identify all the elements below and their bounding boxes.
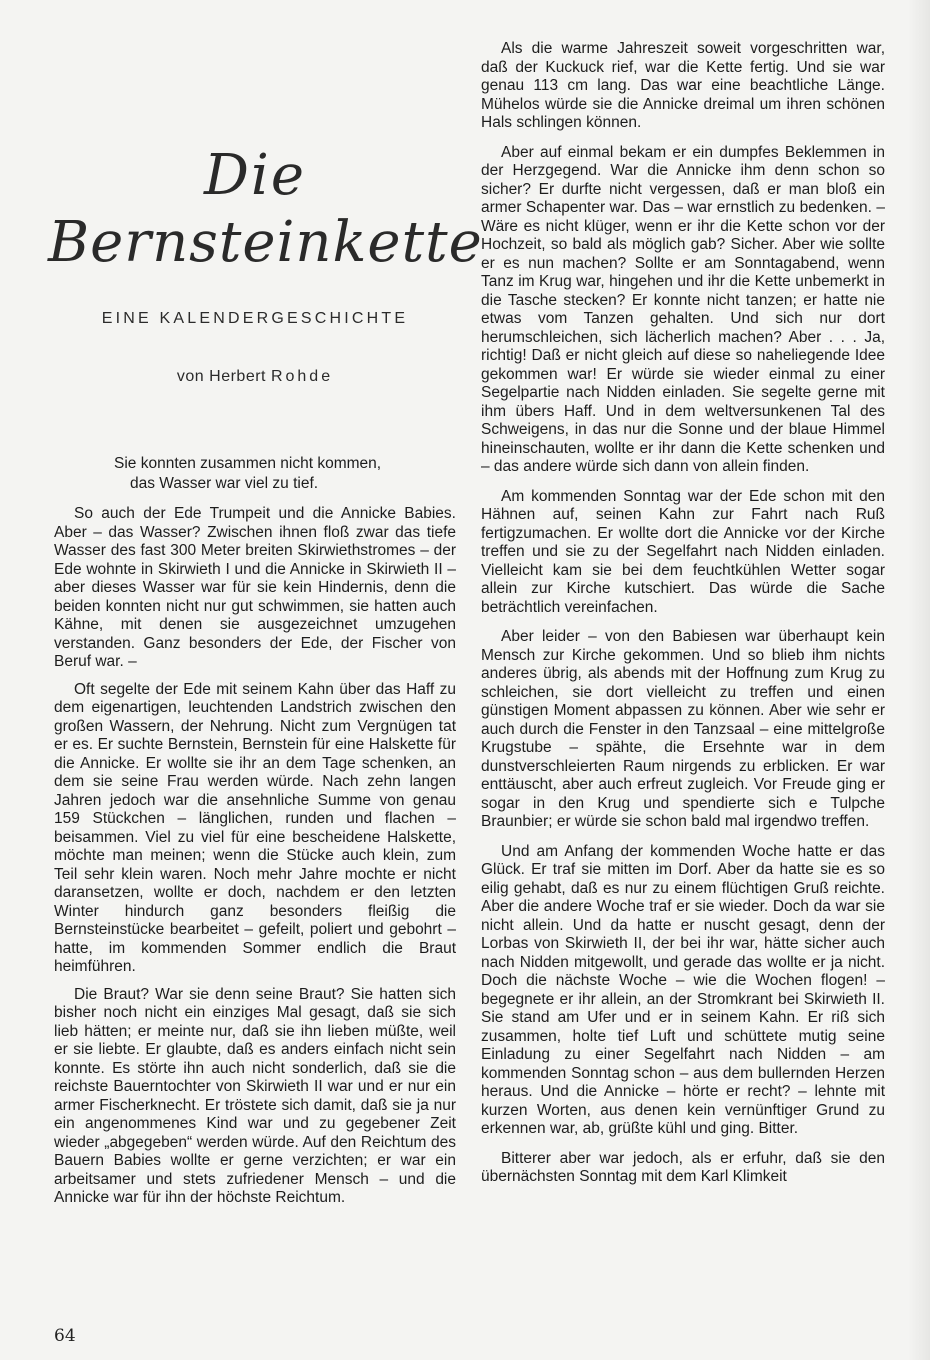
epigraph-line-1: Sie konnten zusammen nicht kommen, <box>114 455 382 472</box>
paragraph: Am kommenden Sonntag war der Ede schon mit den Hähnen auf, seinen Kahn zur Fahrt nach Ruß fertigzumachen. Er wollte dort die Annicke vor der Kirche treffen und sie zu der Segelfahrt nach Nidden einladen. Vielleicht kam sie bei dem feuchtkühlen Wetter sogar allein zur Kirche kutschiert. Das würde die Sache beträchtlich vereinfachen. <box>481 487 885 616</box>
title-line-2: Bernsteinkette <box>48 210 483 275</box>
paragraph: So auch der Ede Trumpeit und die Annicke Babies. Aber – das Wasser? Zwischen ihnen floß zwar das tiefe Wasser des fast 300 Meter breiten Skirwiethstromes – der Ede wohnte in Skirwieth I und die Annicke in Skirwieth II – aber dieses Wasser war für sie kein Hindernis, denn die beiden konnten nicht nur gut schwimmen, sie hatten auch Kähne, mit denen sie ausgezeichnet umzugehen verstanden. Ganz besonders der Ede, der Fischer von Beruf war. – <box>54 505 456 670</box>
paragraph: Oft segelte der Ede mit seinem Kahn über das Haff zu dem eigenartigen, leuchtenden Landstrich zwischen den großen Wassern, der Nehrung. Nicht zum Vergnügen tat er es. Er suchte Bernstein, Bernstein für eine Halskette für die Annicke. Er wollte sie ihr an dem Tage schenken, an dem sie seine Frau werden würde. Nach zehn langen Jahren jedoch war die ansehnliche Summe von genau 159 Stückchen – länglichen, runden und flachen – beisammen. Viel zu viel für eine bescheidene Halskette, möchte man meinen; wenn die Stücke auch klein, zum Teil sehr klein waren. Noch mehr Jahre mochte er nicht daransetzen, wollte er doch, nachdem er den letzten Winter hindurch ganz besonders fleißig die Bernsteinstücke bearbeitet – gefeilt, poliert und gebohrt – hatte, im kommenden Sommer endlich die Braut heimführen. <box>54 680 456 975</box>
paragraph: Die Braut? War sie denn seine Braut? Sie hatten sich bisher noch nicht ein einziges Mal gesagt, daß sie sich lieb hätten; er meinte nur, daß sie ihn lieben müßte, weil er sie liebte. Er glaubte, daß es anders einfach nicht sein konnte. Es störte ihn auch nicht sonderlich, daß sie die reichste Bauerntochter von Skirwieth II war und er nur ein armer Fischerknecht. Er tröstete sich damit, daß sie ja nur ein angenommenes Kind war und zu gegebener Zeit wieder „abgegeben“ werden würde. Auf den Reichtum des Bauern Babies wollte er gerne verzichten; er war ein arbeitsamer und stets zufriedener Mensch – und die Annicke war für ihn der höchste Reichtum. <box>54 985 456 1206</box>
page-edge-shadow <box>908 0 930 1360</box>
paragraph: Als die warme Jahreszeit soweit vorgeschritten war, daß der Kuckuck rief, war die Kette fertig. Und sie war genau 113 cm lang. Das war eine beachtliche Länge. Mühelos würde sie die Annicke dreimal um ihren schönen Hals schlingen können. <box>481 40 885 131</box>
paragraph: Bitterer aber war jedoch, als er erfuhr, daß sie den übernächsten Sonntag mit dem Karl Klimkeit <box>481 1149 885 1185</box>
byline <box>54 368 456 386</box>
byline-author-name: Rohde <box>270 368 334 385</box>
title-block <box>48 130 483 386</box>
title-line-1: Die <box>204 143 306 208</box>
epigraph <box>114 454 456 493</box>
epigraph-line-2: das Wasser war viel zu tief. <box>130 474 319 492</box>
page-number: 64 <box>54 1326 76 1346</box>
left-column <box>48 130 483 1208</box>
paragraph: Aber leider – von den Babiesen war überhaupt kein Mensch zur Kirche gekommen. Und so blieb ihm nichts anderes übrig, als abends mit der Hoffnung zum Krug zu schleichen, sie dort vielleicht zu treffen und einen günstigen Moment abpassen zu können. Aber wie sehr er auch durch die Fenster in den Tanzsaal – eine mittelgroße Krugstube – spähte, die Ersehnte war in dem dunstverschleierten Raum nirgends zu erblicken. Er war enttäuscht, aber auch erfreut zugleich. Vor Freude ging er sogar in den Krug und spendierte sich e Tulpche Braunbier; er würde sie schon bald mal irgendwo treffen. <box>481 628 885 830</box>
subtitle: EINE KALENDERGESCHICHTE <box>101 310 409 327</box>
byline-prefix: von Herbert <box>176 368 266 385</box>
right-column <box>481 40 885 1198</box>
paragraph: Und am Anfang der kommenden Woche hatte er das Glück. Er traf sie mitten im Dorf. Aber da hatte sie es so eilig gehabt, daß es nur zu einem flüchtigen Gruß reichte. Aber die andere Woche traf er sie wieder. Doch da war sie nicht allein. Und da hatte er nuscht gesagt, denn der Lorbas von Skirwieth II, der bei ihr war, hätte sicher auch nach Nidden mitgewollt, und gerade das wollte er ja nicht. Doch die nächste Woche – wie die Wochen flogen! – begegnete er ihr allein, an der Stromkrant bei Skirwieth II. Sie stand am Ufer und er in seinem Kahn. Er riß sich zusammen, holte tief Luft und schüttete mutig seine Einladung zu einer Segelfahrt nach Nidden – am kommenden Sonntag schon – aus dem bullernden Herzen heraus. Und die Annicke – hörte er recht? – lehnte mit kurzen Worten, aus denen kein vernünftiger Grund zu erkennen war, ab, grüßte kühl und ging. Bitter. <box>481 842 885 1137</box>
paragraph: Aber auf einmal bekam er ein dumpfes Beklemmen in der Herzgegend. War die Annicke ihm denn schon so sicher? Er durfte nicht vergessen, daß er man bloß ein armer Schapenter war. Das – war ernstlich zu bedenken. – Wäre es nicht klüger, wenn er ihr die Kette schon vor der Hochzeit, so bald als möglich gab? Sicher. Aber wie sollte er es nun machen? Sollte er am Sonntagabend, wenn Tanz im Krug war, hingehen und ihr die Kette unbemerkt in die Tasche stecken? Er konnte nicht tanzen; er hatte nie etwas vom Tanzen gehalten. Und sich nur dort herumschleichen, sich lächerlich machen? Aber . . . Ja, richtig! Daß er nicht gleich auf diese so naheliegende Idee gekommen war! Er würde sie wieder einmal zu einer Segelpartie nach Nidden einladen. Sie segelte gerne mit ihm übers Haff. Und in dem weltversunkenen Tal des Schweigens, in das nur die Sonne und der blaue Himmel hineinschauten, wollte er ihr dann die Kette schenken und – das andere würde sich dann von allein finden. <box>481 143 885 475</box>
